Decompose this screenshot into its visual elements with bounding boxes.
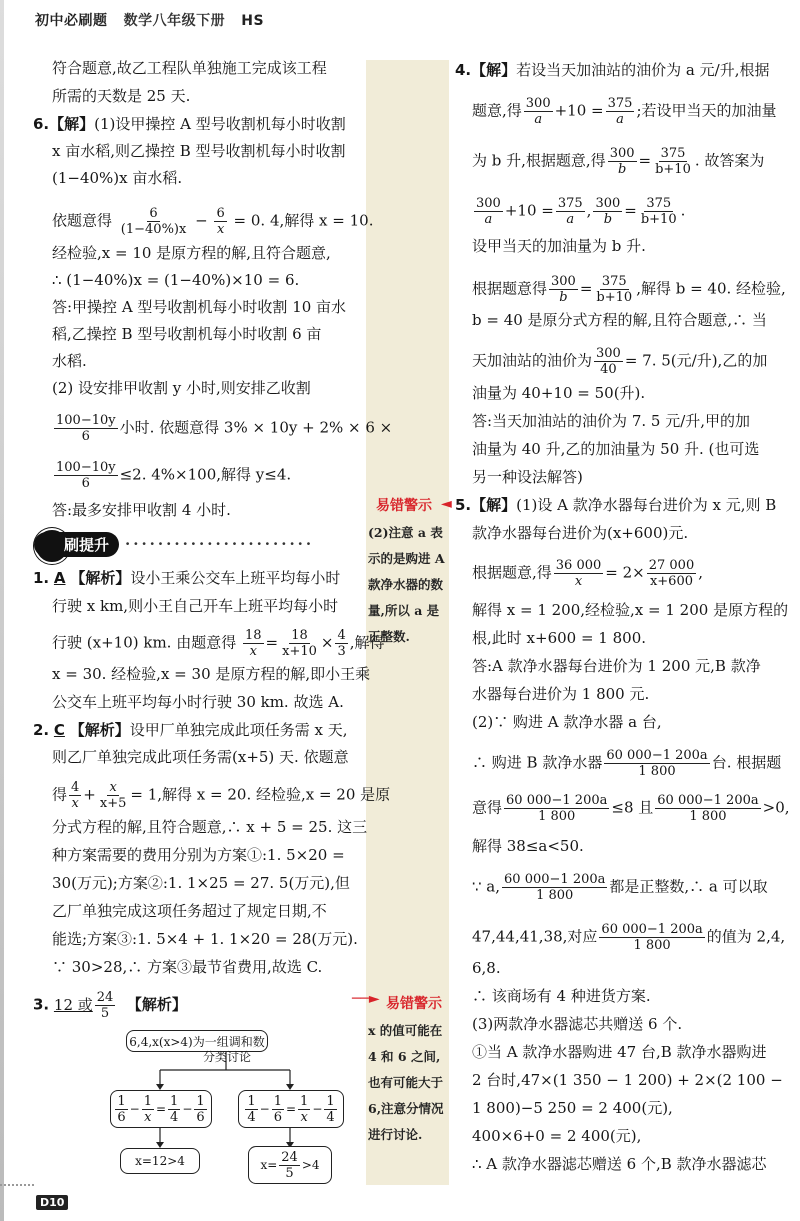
text-line: 经检验,x = 10 是原方程的解,且符合题意,	[52, 244, 331, 262]
text-fragment: 台. 根据题	[711, 753, 782, 772]
diagram-right-result	[248, 1146, 332, 1184]
denominator: 1 800	[633, 938, 671, 953]
question-number: 2.	[33, 721, 50, 739]
denominator: a	[566, 212, 575, 227]
text-fragment: 都是正整数,∴ a 可以取	[609, 877, 768, 896]
numerator: 375	[601, 274, 627, 289]
text-line: (3)两款净水器滤芯共赠送 6 个.	[472, 1015, 683, 1033]
text-line: ∵ 30>28,∴ 方案③最节省费用,故选 C.	[52, 958, 323, 976]
diagram-left-result: x=12>4	[120, 1148, 200, 1174]
denominator: 6	[81, 429, 90, 444]
denominator: b	[603, 212, 613, 227]
fraction	[245, 1094, 257, 1125]
text-line: 2 台时,47×(1 350 − 1 200) + 2×(2 100 −	[472, 1071, 783, 1089]
denominator: 1 800	[536, 888, 574, 903]
operator: −	[129, 1102, 140, 1116]
numerator: 18	[245, 628, 262, 643]
denominator: 3	[337, 644, 346, 659]
footer-dotted-line	[0, 1184, 34, 1186]
denominator: 6	[196, 1109, 205, 1125]
fraction	[655, 793, 760, 824]
text-fragment: 小时. 依题意得 3% × 10y + 2% × 6 ×	[119, 418, 393, 437]
text-fragment: ,解得 b = 40. 经检验,	[636, 279, 786, 298]
denominator: 5	[285, 1165, 294, 1181]
fraction	[474, 196, 503, 227]
denominator: 1 800	[638, 764, 676, 779]
text-line: 行驶 x km,则小王自己开车上班平均每小时	[52, 597, 339, 615]
fraction	[168, 1094, 180, 1125]
fraction	[54, 413, 118, 444]
numerator: 18	[291, 628, 308, 643]
fraction	[279, 1150, 300, 1181]
tip-title: 易错警示	[386, 996, 442, 1012]
page-header	[35, 10, 264, 30]
answer-text: 12 或	[53, 995, 93, 1014]
equation-line	[472, 748, 781, 779]
text-fragment: 依题意得	[52, 211, 113, 230]
analysis-tag: 【解析】	[69, 721, 130, 739]
equation-line	[52, 413, 392, 444]
tip-line: 4 和 6 之间,	[368, 1049, 441, 1064]
operator: =	[265, 633, 279, 652]
text-fragment: 若设当天加油站的油价为 a 元/升,根据	[516, 61, 770, 79]
denominator: 40	[600, 362, 617, 377]
numerator: 60 000−1 200a	[506, 793, 608, 808]
text-line: ∴ 该商场有 4 种进货方案.	[472, 987, 651, 1005]
text-fragment: ,	[586, 201, 592, 220]
page-number: D10	[36, 1195, 68, 1210]
denominator: a	[616, 112, 624, 127]
tip-line: 6,注意分情况	[368, 1101, 444, 1116]
fraction	[639, 196, 679, 227]
text-line: 符合题意,故乙工程队单独施工完成该工程	[52, 59, 327, 77]
text-line: 答:A 款净水器每台进价为 1 200 元,B 款净	[472, 657, 761, 675]
tip-line: 示的是购进 A	[368, 551, 445, 566]
tip-box-1	[368, 520, 446, 650]
equation-line	[472, 196, 685, 227]
text-fragment: ,解得	[349, 633, 385, 652]
text-fragment: 47,44,41,38,对应	[472, 927, 598, 946]
book-spine-edge	[0, 0, 4, 1221]
text-fragment: ;若设甲当天的加油量	[636, 101, 777, 120]
text-fragment: 根据题意,得	[472, 563, 552, 582]
numerator: 6	[149, 206, 158, 221]
text-line: 油量为 40 升,乙的加油量为 50 升. (也可选	[472, 440, 760, 458]
text-fragment: .	[680, 201, 686, 220]
fraction	[594, 346, 623, 377]
text-fragment: ,	[698, 563, 704, 582]
text-line: ①当 A 款净水器购进 47 台,B 款净水器购进	[472, 1043, 767, 1061]
text-line: 种方案需要的费用分别为方案①:1. 5×20 =	[52, 846, 345, 864]
text-line: 水器每台进价为 1 800 元.	[472, 685, 650, 703]
text-fragment: ∵ a,	[472, 877, 501, 896]
equation-line	[472, 872, 768, 903]
text-line: 答:当天加油站的油价为 7. 5 元/升,甲的加	[472, 412, 751, 430]
text-line: 设甲当天的加油量为 b 升.	[472, 237, 646, 255]
operator: =	[579, 279, 593, 298]
fraction	[647, 558, 697, 589]
text-fragment: 为 b 升,根据题意,得	[472, 151, 606, 170]
numerator: 300	[596, 346, 621, 361]
text-line: (1)设甲操控 A 型号收割机每小时收割	[94, 115, 346, 133]
numerator: 375	[646, 196, 672, 211]
numerator: 1	[170, 1093, 179, 1109]
answer: A	[53, 569, 66, 587]
fraction	[502, 872, 607, 903]
denominator: b+10	[655, 162, 691, 177]
fraction	[98, 780, 129, 811]
numerator: 300	[609, 146, 635, 161]
numerator: 300	[595, 196, 621, 211]
text-line: ∴ A 款净水器滤芯赠送 6 个,B 款净水器滤芯	[472, 1155, 767, 1173]
book-title: 初中必刷题	[35, 13, 108, 29]
denominator: x+10	[282, 644, 317, 659]
denominator: b+10	[596, 290, 633, 305]
equation-line	[472, 346, 767, 377]
text-fragment: 天加油站的油价为	[472, 351, 593, 370]
operator: =	[624, 201, 637, 220]
operator: −	[182, 1102, 193, 1116]
solution-tag: 【解】	[471, 61, 517, 79]
text-fragment: ∴ 购进 B 款净水器	[472, 753, 603, 772]
numerator: 1	[143, 1093, 152, 1109]
text-line: 能选;方案③:1. 5×4 + 1. 1×20 = 28(万元).	[52, 930, 358, 948]
fraction	[606, 96, 635, 127]
analysis-tag: 【解析】	[126, 995, 187, 1014]
equation-line	[472, 146, 764, 177]
numerator: 1	[196, 1093, 205, 1109]
fraction	[243, 628, 264, 659]
text-fragment: = 1,解得 x = 20. 经检验,x = 20 是原	[130, 785, 391, 804]
denominator: a	[534, 112, 543, 127]
solution-tag: 【解】	[49, 115, 95, 133]
fraction	[115, 1094, 127, 1125]
tip-line: (2)注意 a 表	[368, 525, 443, 540]
text-fragment: = 7. 5(元/升),乙的加	[624, 351, 768, 370]
text-fragment: >4	[301, 1158, 320, 1172]
fraction	[599, 922, 704, 953]
text-line: 根,此时 x+600 = 1 800.	[472, 629, 647, 647]
numerator: 36 000	[555, 558, 602, 573]
text-fragment: . 故答案为	[694, 151, 765, 170]
fraction	[594, 274, 634, 305]
numerator: x	[109, 780, 117, 795]
question-number: 3.	[33, 995, 50, 1014]
operator: −	[195, 211, 208, 230]
denominator: x	[216, 222, 225, 237]
equation-line	[472, 793, 790, 824]
numerator: 300	[525, 96, 551, 111]
operator: −	[312, 1102, 323, 1116]
numerator: 60 000−1 200a	[606, 748, 708, 763]
question-number: 1.	[33, 569, 50, 587]
text-fragment: ≤8 且	[611, 798, 654, 817]
text-fragment: >0,	[762, 798, 790, 817]
equation-line	[52, 628, 385, 659]
numerator: 60 000−1 200a	[601, 922, 703, 937]
fraction	[142, 1094, 154, 1125]
equation-line	[472, 274, 786, 305]
numerator: 24	[281, 1149, 298, 1165]
solution-tag: 【解】	[471, 496, 517, 514]
tip-title: 易错警示	[376, 498, 432, 514]
text-line: 稻,乙操控 B 型号收割机每小时收割 6 亩	[52, 325, 322, 343]
text-line: 答:甲操控 A 型号收割机每小时收割 10 亩水	[52, 298, 347, 316]
equation-line	[472, 922, 785, 953]
numerator: 24	[96, 990, 114, 1005]
numerator: 1	[117, 1093, 126, 1109]
numerator: 375	[557, 196, 583, 211]
diagram-left-equation	[110, 1090, 212, 1128]
text-line: (1−40%)x 亩水稻.	[52, 169, 183, 187]
fraction	[272, 1094, 284, 1125]
text-fragment: x=	[260, 1158, 278, 1172]
text-line: 乙厂单独完成这项任务超过了规定日期,不	[52, 902, 327, 920]
text-fragment: 设小王乘公交车上班平均每小时	[130, 569, 341, 587]
numerator: 100−10y	[56, 460, 116, 475]
denominator: x	[144, 1109, 152, 1125]
operator: +	[83, 785, 96, 804]
denominator: b+10	[640, 212, 677, 227]
numerator: 4	[71, 780, 80, 795]
numerator: 1	[326, 1093, 335, 1109]
numerator: 375	[660, 146, 686, 161]
operator: −	[259, 1102, 270, 1116]
text-line: b = 40 是原分式方程的解,且符合题意,∴ 当	[472, 311, 767, 329]
tip-box-2	[368, 1018, 446, 1148]
text-fragment: 意得	[472, 798, 503, 817]
diagram-label: 分类讨论	[202, 1049, 251, 1064]
fraction	[335, 628, 347, 659]
section-badge	[34, 531, 314, 557]
denominator: 1 800	[689, 809, 727, 824]
text-fragment: 题意,得	[472, 101, 522, 120]
numerator: 1	[273, 1093, 282, 1109]
question-5-line	[455, 495, 776, 515]
dotted-divider: ·······················	[125, 535, 315, 553]
text-line: 解得 38≤a<50.	[472, 837, 584, 855]
operator: =	[638, 151, 652, 170]
fraction	[119, 206, 189, 237]
numerator: 1	[300, 1093, 309, 1109]
text-line: 解得 x = 1 200,经检验,x = 1 200 是原方程的	[472, 601, 789, 619]
denominator: 1 800	[538, 809, 576, 824]
tip-line: 量,所以 a 是	[368, 603, 440, 618]
denominator: x	[300, 1109, 308, 1125]
text-line: 水稻.	[52, 352, 87, 370]
fraction	[95, 990, 116, 1021]
book-edition: HS	[241, 13, 265, 29]
arrow-right-icon: ──►	[352, 991, 380, 1007]
numerator: 1	[247, 1093, 256, 1109]
text-fragment: 行驶 (x+10) km. 由题意得	[52, 633, 237, 652]
text-fragment: = 0. 4,解得 x = 10.	[233, 211, 374, 230]
text-fragment: (1)设 A 款净水器每台进价为 x 元,则 B	[516, 496, 777, 514]
denominator: x+5	[99, 796, 127, 811]
numerator: 300	[476, 196, 501, 211]
answer: C	[53, 721, 65, 739]
tip-line: 款净水器的数	[368, 577, 444, 592]
denominator: 6	[117, 1109, 126, 1125]
question-number: 5.	[455, 496, 472, 514]
question-4-line	[455, 60, 769, 80]
numerator: 60 000−1 200a	[657, 793, 759, 808]
numerator: 60 000−1 200a	[504, 872, 606, 887]
fraction	[280, 628, 319, 659]
fraction	[593, 196, 622, 227]
text-fragment: ≤2. 4%×100,解得 y≤4.	[119, 465, 292, 484]
flow-diagram	[108, 1028, 348, 1188]
operator: =	[155, 1102, 167, 1116]
section-title: 刷提升	[34, 532, 119, 557]
text-fragment: +10 =	[504, 201, 554, 220]
fraction	[214, 206, 226, 237]
question-number: 4.	[455, 61, 472, 79]
fraction	[549, 274, 578, 305]
equation-line	[52, 780, 390, 811]
denominator: x	[574, 574, 583, 589]
analysis-tag: 【解析】	[70, 569, 131, 587]
equation-line	[52, 206, 373, 237]
text-fragment: +10 =	[554, 101, 604, 120]
tip-line: 也有可能大于	[368, 1075, 444, 1090]
text-line: (2)∵ 购进 A 款净水器 a 台,	[472, 713, 662, 731]
numerator: 6	[216, 206, 225, 221]
tip-line: 正整数.	[368, 629, 410, 644]
text-line: (2) 设安排甲收割 y 小时,则安排乙收割	[52, 379, 311, 397]
text-line: 30(万元);方案②:1. 1×25 = 27. 5(万元),但	[52, 874, 350, 892]
equation-line	[472, 96, 777, 127]
question-number: 6.	[33, 115, 50, 133]
numerator: 27 000	[648, 558, 695, 573]
text-line: 油量为 40+10 = 50(升).	[472, 384, 646, 402]
text-line: 公交车上班平均每小时行驶 30 km. 故选 A.	[52, 693, 344, 711]
text-fragment: 设甲厂单独完成此项任务需 x 天,	[129, 721, 348, 739]
question-2-line	[33, 720, 348, 740]
text-line: x 亩水稻,则乙操控 B 型号收割机每小时收割	[52, 142, 346, 160]
fraction	[69, 780, 81, 811]
fraction	[504, 793, 609, 824]
denominator: 4	[170, 1109, 179, 1125]
denominator: 6	[81, 476, 90, 491]
question-3-line	[33, 990, 187, 1021]
equation-line	[472, 558, 703, 589]
fraction	[653, 146, 693, 177]
question-1-line	[33, 568, 340, 588]
diagram-top-box: 6,4,x(x>4)为一组调和数	[126, 1030, 268, 1052]
text-fragment: 根据题意得	[472, 279, 548, 298]
fraction	[298, 1094, 310, 1125]
denominator: 4	[247, 1109, 256, 1125]
question-6-line	[33, 114, 346, 134]
operator: =	[285, 1102, 297, 1116]
fraction	[556, 196, 585, 227]
fraction	[524, 96, 553, 127]
text-line: 所需的天数是 25 天.	[52, 87, 191, 105]
text-line: 答:最多安排甲收割 4 小时.	[52, 501, 231, 519]
text-line: 款净水器每台进价为(x+600)元.	[472, 524, 689, 542]
numerator: 100−10y	[56, 413, 116, 428]
denominator: x+600	[649, 574, 693, 589]
fraction	[54, 460, 118, 491]
diagram-right-equation	[238, 1090, 344, 1128]
text-fragment: 的值为 2,4,	[706, 927, 786, 946]
denominator: b	[617, 162, 627, 177]
text-fragment: = 2×	[605, 563, 645, 582]
text-line: 1 800)−5 250 = 2 400(元),	[472, 1099, 673, 1117]
denominator: a	[484, 212, 493, 227]
numerator: 4	[337, 628, 346, 643]
fraction	[604, 748, 709, 779]
tip-line: 进行讨论.	[368, 1127, 423, 1142]
fraction	[324, 1094, 336, 1125]
text-line: 分式方程的解,且符合题意,∴ x + 5 = 25. 这三	[52, 818, 368, 836]
operator: ×	[320, 633, 334, 652]
text-line: x = 30. 经检验,x = 30 是原方程的解,即小王乘	[52, 665, 371, 683]
answer	[53, 990, 117, 1021]
denominator: 5	[100, 1006, 110, 1021]
fraction	[554, 558, 604, 589]
text-line: 6,8.	[472, 959, 501, 977]
denominator: 6	[273, 1109, 282, 1125]
denominator: (1−40%)x	[120, 222, 187, 237]
numerator: 375	[607, 96, 633, 111]
denominator: 4	[326, 1109, 335, 1125]
equation-line	[52, 460, 291, 491]
denominator: b	[559, 290, 568, 305]
fraction	[608, 146, 637, 177]
text-line: 400×6+0 = 2 400(元),	[472, 1127, 642, 1145]
text-line: 则乙厂单独完成此项任务需(x+5) 天. 依题意	[52, 748, 349, 766]
text-line: 另一种设法解答)	[472, 468, 583, 486]
book-subject: 数学八年级下册	[123, 13, 226, 29]
text-fragment: 得	[52, 785, 68, 804]
text-line: ∴ (1−40%)x = (1−40%)×10 = 6.	[52, 271, 300, 289]
denominator: x	[71, 796, 79, 811]
tip-line: x 的值可能在	[368, 1023, 443, 1038]
arrow-left-icon: ◄	[441, 496, 452, 512]
numerator: 300	[551, 274, 576, 289]
denominator: x	[249, 644, 257, 659]
fraction	[194, 1094, 206, 1125]
